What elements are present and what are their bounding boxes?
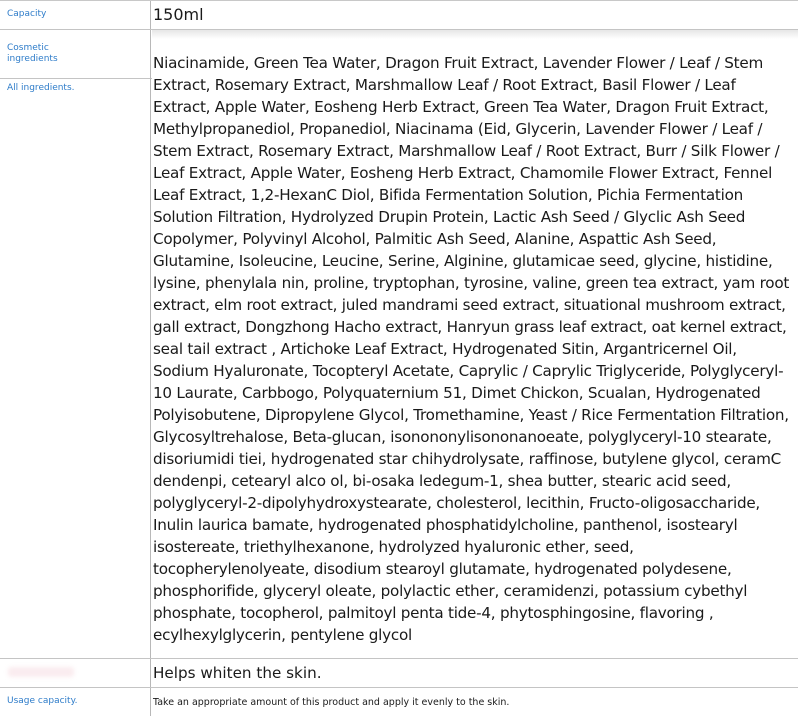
all-ingredients-label-cell (0, 30, 151, 658)
cosmetic-ingredients-label: Cosmetic ingredients (7, 43, 58, 64)
effect-row (0, 659, 798, 687)
capacity-label-cell (0, 1, 151, 29)
effect-label-cell (0, 659, 151, 687)
all-ingredients-value: Niacinamide, Green Tea Water, Dragon Fruit Extract, Lavender Flower / Leaf / Stem Extract, Rosemary Extract, Marshmallow Leaf / Root Extract, Basil Flower / Leaf Extract, Apple Water, Eosheng Herb Extract, Green Tea Water, Dragon Fruit Extract, Methylpropanediol, Propanediol, Niacinama (Eid, Glycerin, Lavender Flower / Leaf / Stem Extract, Rosemary Extract, Marshmallow Leaf / Root Extract, Burr / Silk Flower / Leaf Extract, Apple Water, Eosheng Herb Extract, Chamomile Flower Extract, Fennel Leaf Extract, 1,2-HexanC Diol, Bifida Fermentation Solution, Pichia Fermentation Solution Filtration, Hydrolyzed Drupin Protein, Lactic Ash Seed / Glyclic Ash Seed Copolymer, Polyvinyl Alcohol, Palmitic Ash Seed, Alanine, Aspattic Ash Seed, Glutamine, Isoleucine, Leucine, Serine, Alginine, glutamicae seed, glycine, histidine, lysine, phenylala nin, proline, tryptophan, tyrosine, valine, green tea extract, yam root extract, elm root extract, juled mandrami seed extract, situational mushroom extract, gall extract, Dongzhong Hacho extract, Hanryun grass leaf extract, oat kernel extract, seal tail extract , Artichoke Leaf Extract, Hydrogenated Sitin, Argantricernel Oil, Sodium Hyaluronate, Tocopteryl Acetate, Caprylic / Caprylic Triglyceride, Polyglyceryl-10 Laurate, Carbbogo, Polyquaternium 51, Dimet Chickon, Scualan, Hydrogenated Polyisobutene, Dipropylene Glycol, Tromethamine, Yeast / Rice Fermentation Filtration, Glycosyltrehalose, Beta-glucan, isonononylisononanoeate, polyglyceryl-10 stearate, disoriumidi tiei, hydrogenated star chihydrolysate, raffinose, butylene glycol, ceramC dendenpi, cetearyl alco ol, bi-osaka ledegum-1, shea butter, stearic acid seed, polyglyceryl-2-dipolyhydroxystearate, cholesterol, lecithin, Fructo-oligosaccharide, Inulin laurica bamate, hydrogenated phosphatidylcholine, panthenol, isostearyl isostereate, triethylhexanone, hydrolyzed hyaluronic ether, seed, tocopherylenolyeate, disodium stearoyl glutamate, hydrogenated polydesene, phosphorifide, glyceryl oleate, polylactic ether, ceramidenzi, potassium cybethyl phosphate, tocopherol, palmitoyl penta tide-4, phytosphingosine, flavoring , ecylhexylglycerin, pentylene glycol (153, 54, 790, 644)
usage-label: Usage capacity. (7, 696, 78, 706)
obscured-label (8, 667, 74, 677)
all-ingredients-row (0, 30, 798, 658)
usage-row (0, 688, 798, 716)
usage-label-cell (0, 688, 151, 716)
all-ingredients-label: All ingredients. (7, 83, 75, 93)
capacity-value: 150ml (153, 5, 204, 24)
capacity-label: Capacity (7, 9, 47, 19)
effect-value: Helps whiten the skin. (153, 664, 322, 682)
usage-value: Take an appropriate amount of this product and apply it evenly to the skin. (153, 697, 510, 708)
capacity-row (0, 1, 798, 29)
